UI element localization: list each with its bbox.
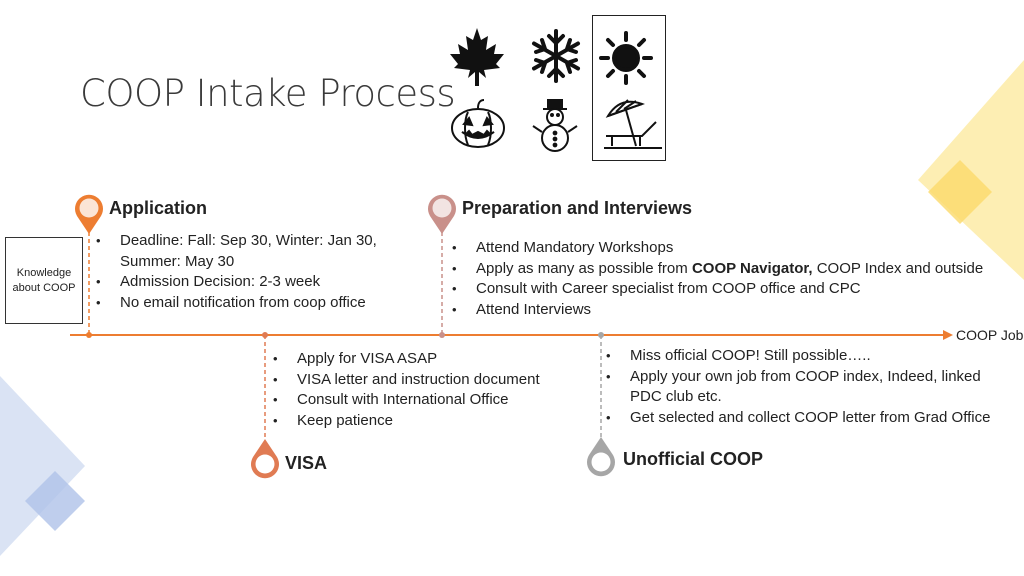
unofficial-list bbox=[606, 346, 1016, 428]
list-item: • Admission Decision: 2-3 week bbox=[96, 272, 396, 293]
list-item: • Attend Interviews bbox=[452, 300, 1012, 321]
application-list bbox=[96, 231, 396, 313]
list-item: • Deadline: Fall: Sep 30, Winter: Jan 30, Summer: May 30 bbox=[96, 231, 385, 272]
list-item: • Apply for VISA ASAP bbox=[273, 349, 573, 370]
timeline-arrowhead bbox=[943, 330, 953, 340]
preparation-list bbox=[452, 238, 1012, 320]
preparation-pin bbox=[428, 195, 456, 234]
application-axis-dot bbox=[86, 332, 92, 338]
list-item: • Apply as many as possible from COOP Navigator, COOP Index and outside bbox=[452, 259, 1012, 280]
list-item: • Consult with International Office bbox=[273, 390, 573, 411]
visa-title: VISA bbox=[285, 453, 328, 473]
page-title: COOP Intake Process bbox=[80, 72, 456, 115]
list-item: • No email notification from coop office bbox=[96, 293, 396, 314]
list-item: • Get selected and collect COOP letter from Grad Office bbox=[606, 408, 1016, 429]
list-item: • Attend Mandatory Workshops bbox=[452, 238, 1012, 259]
preparation-title: Preparation and Interviews bbox=[462, 198, 693, 218]
list-item: • VISA letter and instruction document bbox=[273, 370, 573, 391]
list-item: • Miss official COOP! Still possible….. bbox=[606, 346, 1016, 367]
application-pin bbox=[75, 195, 103, 234]
visa-pin bbox=[251, 439, 279, 478]
list-item: • Keep patience bbox=[273, 411, 573, 432]
list-item: • Consult with Career specialist from COOP office and CPC bbox=[452, 279, 1012, 300]
unofficial-title: Unofficial COOP bbox=[623, 449, 764, 469]
coop-job-label: COOP Job bbox=[956, 327, 1024, 343]
unofficial-pin bbox=[587, 437, 615, 476]
knowledge-label: Knowledge about COOP bbox=[12, 266, 76, 294]
visa-axis-dot bbox=[262, 332, 268, 338]
application-title: Application bbox=[109, 198, 207, 218]
unofficial-axis-dot bbox=[598, 332, 604, 338]
list-item: • Apply your own job from COOP index, Indeed, linked PDC club etc. bbox=[606, 367, 1000, 408]
preparation-axis-dot bbox=[439, 332, 445, 338]
visa-list bbox=[273, 349, 573, 431]
